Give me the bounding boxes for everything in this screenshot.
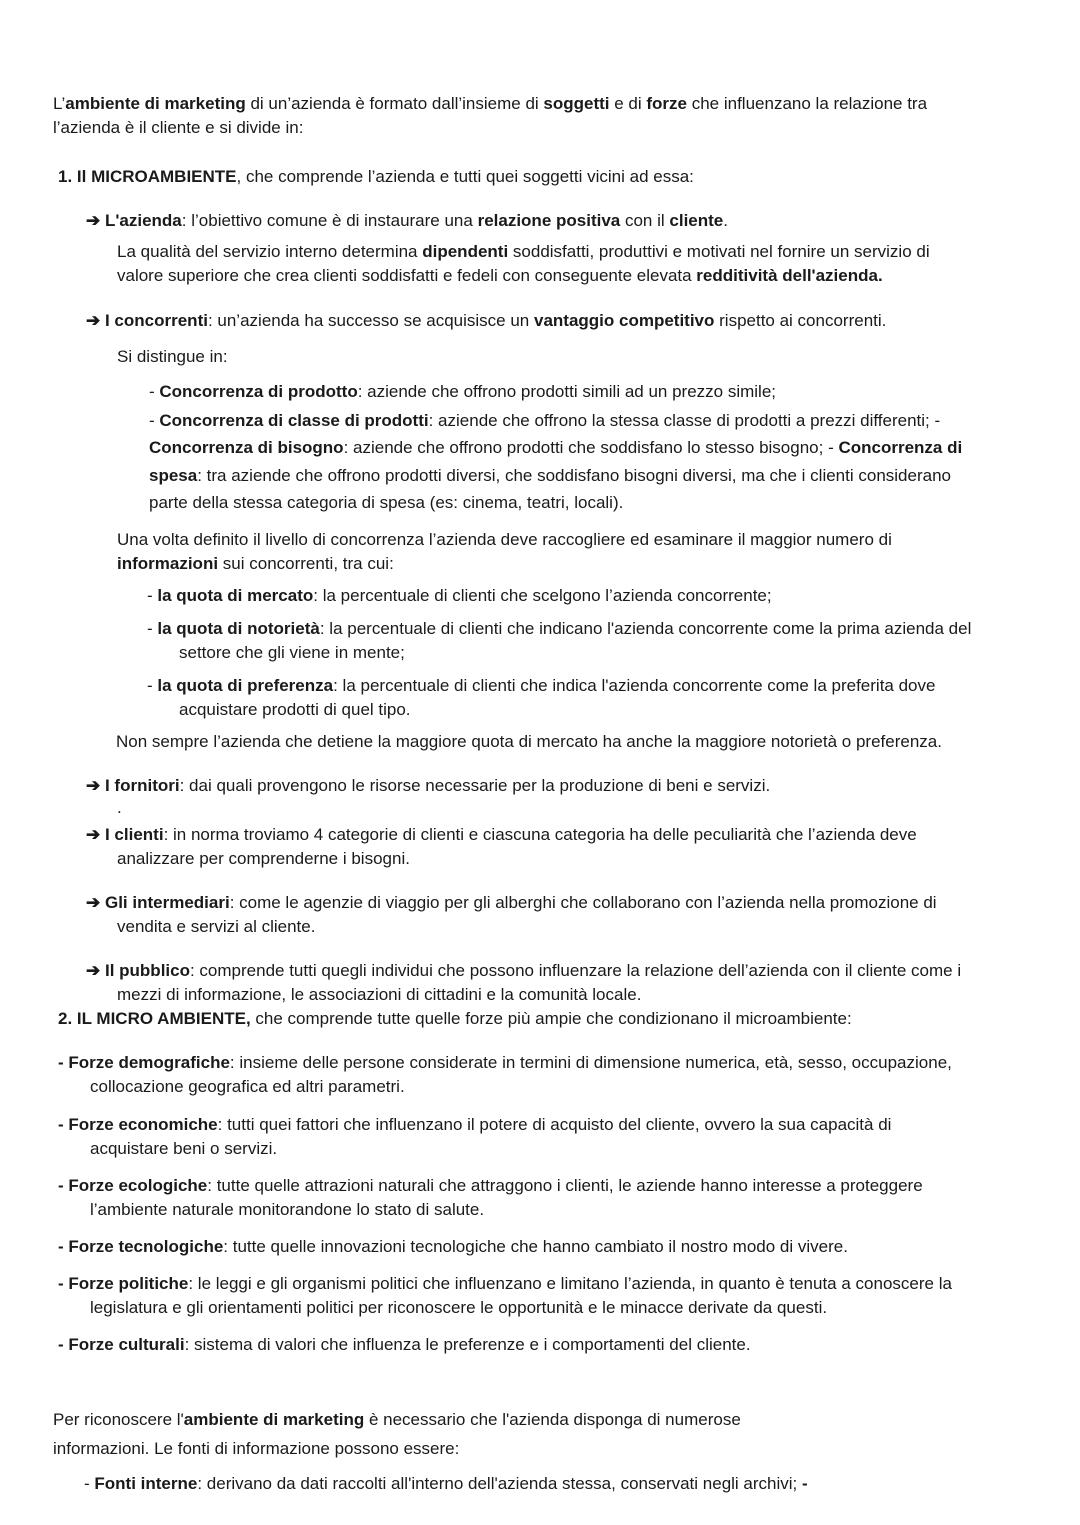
text: di un’azienda è formato dall’insieme di [245,94,544,113]
paragraph-line [117,797,122,819]
bold-text: - [802,1474,808,1493]
bold-text: la quota di mercato [157,586,314,605]
bullet-fornitori [86,775,770,797]
bold-text: cliente [669,211,724,230]
text: . [117,798,122,817]
bold-text: Concorrenza di bisogno [149,438,344,457]
text: : le leggi e gli organismi politici che influenzano e limitano l’azienda, in quanto è tenuta a conoscere la [188,1274,952,1293]
text: acquistare beni o servizi. [90,1139,278,1158]
arrow-icon: ➔ [86,211,101,230]
text: : aziende che offrono prodotti che soddisfano lo stesso bisogno; - [343,438,839,457]
text: : l’obiettivo comune è di instaurare una [181,211,478,230]
text: : un’azienda ha successo se acquisisce un [207,311,534,330]
text: . [723,211,728,230]
text: : tutte quelle attrazioni naturali che attraggono i clienti, le aziende hanno interesse a proteggere [207,1176,923,1195]
text: : la percentuale di clienti che indicano l'azienda concorrente come la prima azienda del [319,619,972,638]
bold-text: la quota di preferenza [157,676,334,695]
text: valore superiore che crea clienti soddisfatti e fedeli con conseguente elevata [117,266,697,285]
text: soddisfatti, produttivi e motivati nel fornire un servizio di [508,242,930,261]
bold-text: vantaggio competitivo [533,311,715,330]
arrow-icon: ➔ [86,825,101,844]
text: è necessario che l'azienda disponga di numerose [364,1410,741,1429]
text: mezzi di informazione, le associazioni di cittadini e la comunità locale. [117,985,642,1004]
list-item [147,675,935,697]
text: collocazione geografica ed altri parametri. [90,1077,405,1096]
bold-text: - Forze ecologiche [58,1176,208,1195]
text: : in norma troviamo 4 categorie di clienti e ciascuna categoria ha delle peculiarità che l’azienda deve [163,825,917,844]
bold-text: - Forze tecnologiche [58,1237,224,1256]
bold-text: I concorrenti [104,311,208,330]
intro-line [53,117,303,139]
bold-text: Concorrenza di [838,438,963,457]
text: : tutte quelle innovazioni tecnologiche che hanno cambiato il nostro modo di vivere. [223,1237,848,1256]
bold-text: Fonti interne [94,1474,198,1493]
text: : tra aziende che offrono prodotti diversi, che soddisfano bisogni diversi, ma che i clienti considerano [197,466,951,485]
text: : derivano da dati raccolti all'interno dell'azienda stessa, conservati negli archivi; [197,1474,802,1493]
bold-text: dipendenti [422,242,509,261]
text: e di [609,94,647,113]
list-item [84,1473,808,1495]
intro-line [53,93,927,115]
bold-text: - Forze culturali [58,1335,185,1354]
bold-text: Il pubblico [104,961,190,980]
arrow-icon: ➔ [86,961,101,980]
text: : come le agenzie di viaggio per gli alberghi che collaborano con l’azienda nella promozione di [229,893,937,912]
bold-text: Gli intermediari [104,893,230,912]
bold-text: I fornitori [104,776,180,795]
bold-text: informazioni [117,554,219,573]
list-item [149,465,951,487]
list-item [149,410,940,432]
bold-text: ambiente di marketing [183,1410,365,1429]
text: : la percentuale di clienti che scelgono l’azienda concorrente; [313,586,772,605]
bold-text: Concorrenza di classe di prodotti [159,411,429,430]
list-item-continued [179,699,411,721]
text: - [149,411,160,430]
text: legislatura e gli orientamenti politici per riconoscere le opportunità e le minacce derivate da questi. [90,1298,828,1317]
text: che comprende tutte quelle forze più ampie che condizionano il microambiente: [250,1009,852,1028]
paragraph-line [116,731,942,753]
bullet-concorrenti [86,310,886,332]
bold-text: redditività dell'azienda. [696,266,883,285]
bullet-clienti [86,824,917,846]
list-item [149,381,776,403]
text: che influenzano la relazione tra [687,94,928,113]
arrow-icon: ➔ [86,893,101,912]
bullet-intermediari [86,892,937,914]
text: - [149,382,160,401]
bold-text: Concorrenza di prodotto [159,382,358,401]
bold-text: 2. IL MICRO AMBIENTE, [58,1009,251,1028]
text: : aziende che offrono prodotti simili ad un prezzo simile; [357,382,777,401]
text: , che comprende l’azienda e tutti quei soggetti vicini ad essa: [236,167,694,186]
forze-economiche [58,1114,891,1136]
text: Per riconoscere l' [53,1410,184,1429]
bold-text: soggetti [543,94,610,113]
bold-text: - Forze politiche [58,1274,189,1293]
paragraph-line [90,1297,827,1319]
paragraph-line [117,346,228,368]
bold-text: - Forze economiche [58,1115,218,1134]
text: : aziende che offrono la stessa classe di prodotti a prezzi differenti; - [428,411,941,430]
text: - [84,1474,95,1493]
paragraph-line [117,848,410,870]
text: : insieme delle persone considerate in termini di dimensione numerica, età, sesso, occupazione, [229,1053,952,1072]
bold-text: forze [646,94,687,113]
list-item [147,618,971,640]
paragraph-line [117,241,930,263]
text: - [147,586,158,605]
text: : sistema di valori che influenza le preferenze e i comportamenti del cliente. [184,1335,751,1354]
text: sui concorrenti, tra cui: [218,554,394,573]
forze-culturali [58,1334,751,1356]
text: L’ [53,94,66,113]
list-item-continued [179,642,405,664]
text: - [147,676,158,695]
text: rispetto ai concorrenti. [714,311,887,330]
text: l’ambiente naturale monitorandone lo stato di salute. [90,1200,485,1219]
bold-text: spesa [149,466,198,485]
paragraph-line [90,1199,484,1221]
bullet-pubblico [86,960,961,982]
text: vendita e servizi al cliente. [117,917,316,936]
list-item [149,492,623,514]
text: analizzare per comprenderne i bisogni. [117,849,410,868]
section-heading-microambiente [58,166,694,188]
forze-demografiche [58,1052,952,1074]
bold-text: - Forze demografiche [58,1053,230,1072]
bold-text: relazione positiva [477,211,621,230]
bold-text: I clienti [104,825,164,844]
paragraph-line [117,984,641,1006]
bold-text: la quota di notorietà [157,619,320,638]
forze-ecologiche [58,1175,923,1197]
text: La qualità del servizio interno determina [117,242,423,261]
paragraph-line [90,1076,405,1098]
arrow-icon: ➔ [86,776,101,795]
text: : la percentuale di clienti che indica l'azienda concorrente come la preferita dove [333,676,936,695]
paragraph-line [117,529,892,551]
text: Non sempre l’azienda che detiene la maggiore quota di mercato ha anche la maggiore notorietà o preferenza. [116,732,942,751]
text: acquistare prodotti di quel tipo. [179,700,411,719]
bold-text: ambiente di marketing [65,94,246,113]
paragraph-line [117,553,394,575]
text: : comprende tutti quegli individui che possono influenzare la relazione dell’azienda con il cliente come i [189,961,962,980]
bold-text: L'azienda [104,211,182,230]
paragraph-line [117,265,883,287]
paragraph-line [53,1409,741,1431]
forze-tecnologiche [58,1236,848,1258]
text: Si distingue in: [117,347,228,366]
forze-politiche [58,1273,952,1295]
text: - [147,619,158,638]
paragraph-line [90,1138,277,1160]
paragraph-line [53,1438,459,1460]
arrow-icon: ➔ [86,311,101,330]
list-item [149,437,962,459]
text: : dai quali provengono le risorse necessarie per la produzione di beni e servizi. [179,776,771,795]
bold-text: 1. Il MICROAMBIENTE [58,167,237,186]
text: informazioni. Le fonti di informazione possono essere: [53,1439,460,1458]
section-heading-macroambiente [58,1008,852,1030]
list-item [147,585,772,607]
text: : tutti quei fattori che influenzano il potere di acquisto del cliente, ovvero la sua capacità di [217,1115,892,1134]
text: l’azienda è il cliente e si divide in: [53,118,304,137]
paragraph-line [117,916,315,938]
text: con il [620,211,670,230]
bullet-azienda [86,210,728,232]
text: parte della stessa categoria di spesa (es: cinema, teatri, locali). [149,493,624,512]
text: settore che gli viene in mente; [179,643,405,662]
text: Una volta definito il livello di concorrenza l’azienda deve raccogliere ed esaminare il maggior numero di [117,530,892,549]
